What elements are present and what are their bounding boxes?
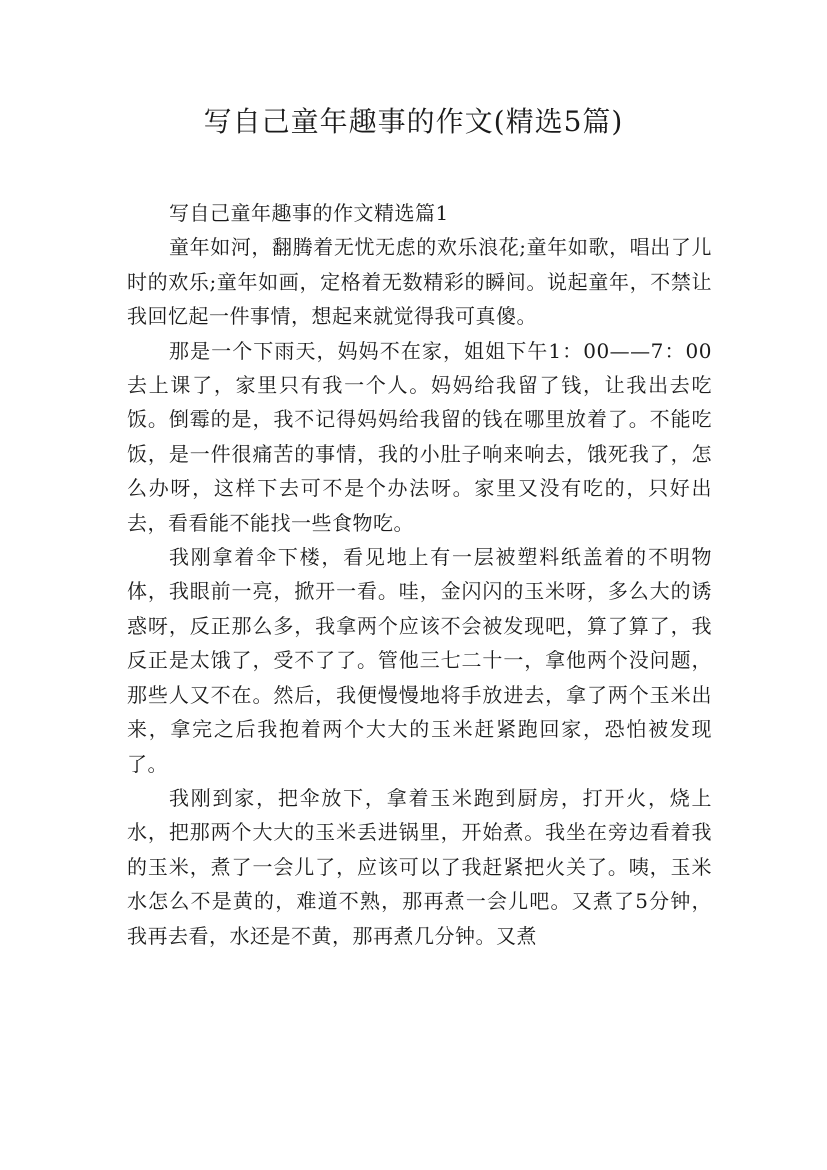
paragraph: 我刚到家，把伞放下，拿着玉米跑到厨房，打开火，烧上水，把那两个大大的玉米丢进锅里，开始煮。我坐在旁边看着我的玉米，煮了一会儿了，应该可以了我赶紧把火关了。咦，玉米水怎么不是黄的，难道不熟，那再煮一会儿吧。又煮了5分钟，我再去看，水还是不黄，那再煮几分钟。又煮: [127, 785, 712, 948]
document-body: [127, 196, 712, 953]
paragraph: 我刚拿着伞下楼，看见地上有一层被塑料纸盖着的不明物体，我眼前一亮，掀开一看。哇，金闪闪的玉米呀，多么大的诱惑呀，反正那么多，我拿两个应该不会被发现吧，算了算了，我反正是太饿了，受不了了。管他三七二十一，拿他两个没问题，那些人又不在。然后，我便慢慢地将手放进去，拿了两个玉米出来，拿完之后我抱着两个大大的玉米赶紧跑回家，恐怕被发现了。: [127, 545, 712, 776]
document-title: 写自己童年趣事的作文(精选5篇): [203, 105, 624, 138]
section-heading: 写自己童年趣事的作文精选篇1: [169, 201, 449, 225]
paragraph: 童年如河，翻腾着无忧无虑的欢乐浪花;童年如歌，唱出了儿时的欢乐;童年如画，定格着无数精彩的瞬间。说起童年，不禁让我回忆起一件事情，想起来就觉得我可真傻。: [127, 235, 712, 329]
paragraph: 那是一个下雨天，妈妈不在家，姐姐下午1：00——7：00去上课了，家里只有我一个人。妈妈给我留了钱，让我出去吃饭。倒霉的是，我不记得妈妈给我留的钱在哪里放着了。不能吃饭，是一件很痛苦的事情，我的小肚子响来响去，饿死我了，怎么办呀，这样下去可不是个办法呀。家里又没有吃的，只好出去，看看能不能找一些食物吃。: [127, 338, 712, 535]
